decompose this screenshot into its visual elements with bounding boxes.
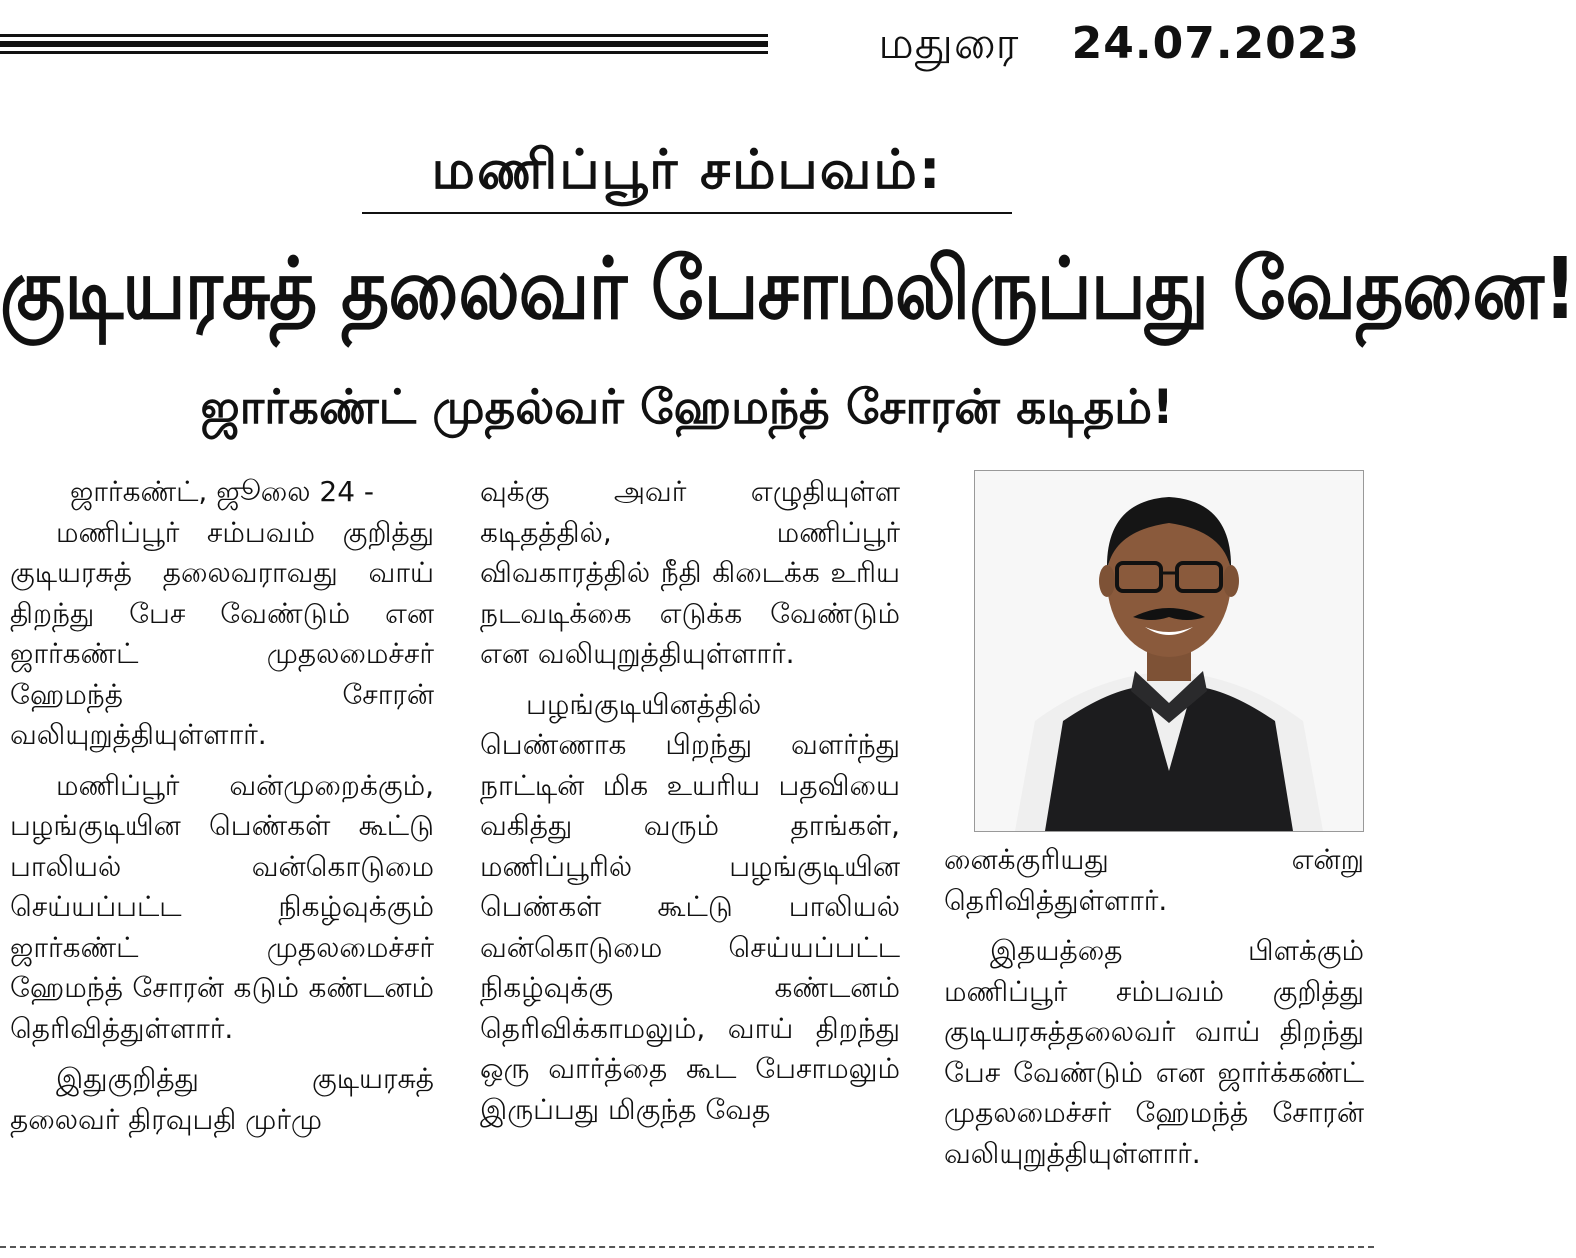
paragraph: இதுகுறித்து குடியரசுத் தலைவர் திரவுபதி முர்மு [10, 1062, 434, 1136]
article-column-1 [10, 472, 434, 1140]
bottom-dashed-rule [0, 1246, 1374, 1248]
masthead [0, 0, 1374, 80]
masthead-rule-lines [0, 34, 768, 58]
byline-dateline: ஜார்கண்ட், ஜூலை 24 - [69, 475, 375, 508]
portrait-photo [974, 470, 1364, 832]
article-column-2 [480, 472, 900, 1130]
article-column-3 [944, 840, 1364, 1174]
publication-date: 24.07.2023 [1071, 18, 1360, 69]
kicker-title: மணிப்பூர் சம்பவம்: [431, 138, 943, 201]
subheadline: ஜார்கண்ட் முதல்வர் ஹேமந்த் சோரன் கடிதம்! [200, 380, 1174, 435]
paragraph: இதயத்தை பிளக்கும் மணிப்பூர் சம்பவம் குறித்து குடியரசுத்தலைவர் வாய் திறந்து பேச வேண்டும் என ஜார்க்கண்ட் முதலமைச்சர் ஹேமந்த் சோரன் வலியுறுத்தியுள்ளார். [944, 934, 1364, 1170]
paragraph: னைக்குரியது என்று தெரிவித்துள்ளார். [944, 843, 1364, 917]
headline: குடியரசுத் தலைவர் பேசாமலிருப்பது வேதனை! [0, 240, 1576, 339]
kicker-underline [362, 212, 1012, 214]
paragraph: மணிப்பூர் வன்முறைக்கும், பழங்குடியின பெண்கள் கூட்டு பாலியல் வன்கொடுமை செய்யப்பட்ட நிகழ்வுக்கும் ஜார்கண்ட் முதலமைச்சர் ஹேமந்த் சோரன் கடும் கண்டனம் தெரிவித்துள்ளார். [10, 768, 434, 1045]
paragraph: மணிப்பூர் சம்பவம் குறித்து குடியரசுத் தலைவராவது வாய் திறந்து பேச வேண்டும் என ஜார்கண்ட் முதலமைச்சர் ஹேமந்த் சோரன் வலியுறுத்தியுள்ளார். [10, 515, 434, 751]
paragraph: பழங்குடியினத்தில் பெண்ணாக பிறந்து வளர்ந்து நாட்டின் மிக உயரிய பதவியை வகித்து வரும் தாங்கள், மணிப்பூரில் பழங்குடியின பெண்கள் கூட்டு பாலியல் வன்கொடுமை செய்யப்பட்ட நிகழ்வுக்கு கண்டனம் தெரிவிக்காமலும், வாய் திறந்து ஒரு வார்த்தை கூட பேசாமலும் இருப்பது மிகுந்த வேத [480, 687, 900, 1126]
city-name: மதுரை [878, 18, 1020, 69]
paragraph: வுக்கு அவர் எழுதியுள்ள கடிதத்தில், மணிப்பூர் விவகாரத்தில் நீதி கிடைக்க உரிய நடவடிக்கை எடுக்க வேண்டும் என வலியுறுத்தியுள்ளார். [480, 475, 900, 670]
dateline [878, 18, 1360, 75]
portrait-illustration [975, 471, 1363, 831]
